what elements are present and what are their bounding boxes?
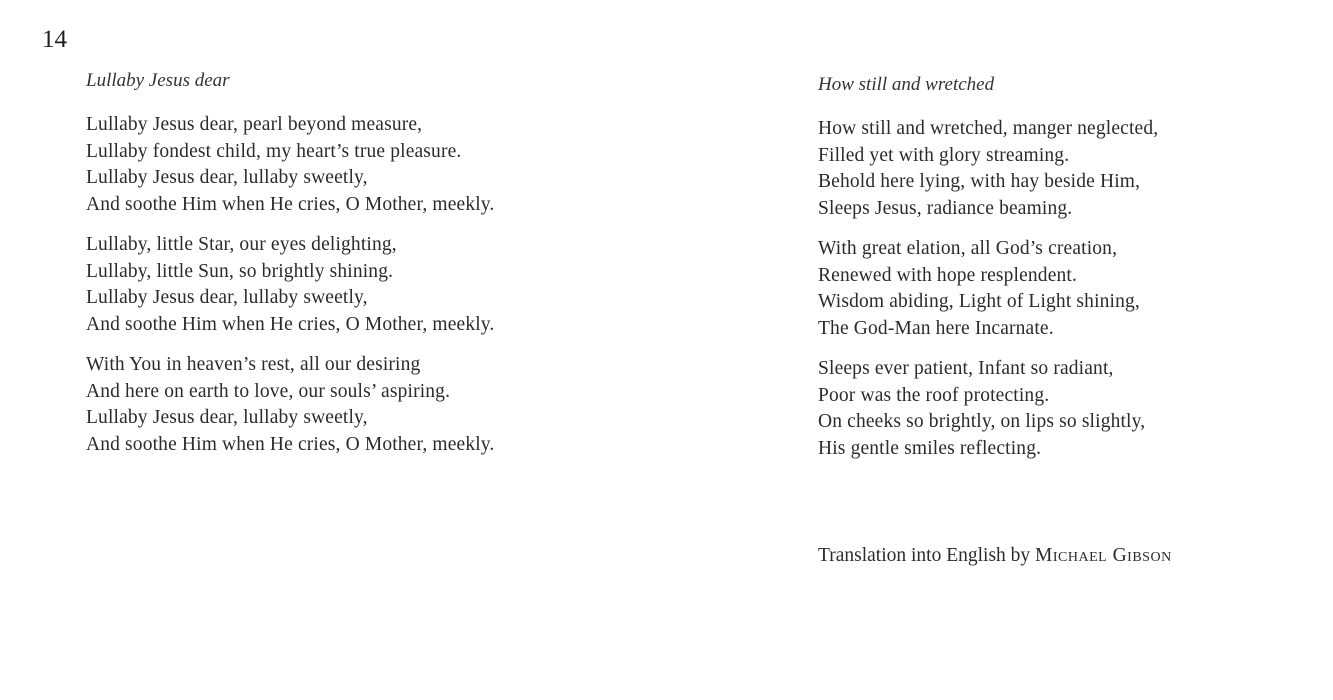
poem-line: And soothe Him when He cries, O Mother, meekly. [86,433,495,455]
stanza [86,232,646,338]
poem-line: Lullaby Jesus dear, lullaby sweetly, [86,407,368,428]
poem-line: Lullaby Jesus dear, lullaby sweetly, [86,167,368,188]
stanza [86,352,646,458]
stanza [818,236,1258,342]
poem-line: Poor was the roof protecting. [818,384,1050,406]
credit-prefix: Translation into English by [818,545,1036,566]
poem-line: And soothe Him when He cries, O Mother, meekly. [86,193,495,215]
poem-line: Lullaby, little Sun, so brightly shining. [86,260,394,282]
poem-line: On cheeks so brightly, on lips so slightly, [818,411,1146,432]
poem-line: Sleeps ever patient, Infant so radiant, [818,358,1114,379]
poem-line: His gentle smiles reflecting. [818,437,1042,459]
translation-credit [818,545,1172,567]
page-number: 14 [42,26,67,53]
poem-line: With You in heaven’s rest, all our desiring [86,354,421,375]
poem-line: Lullaby fondest child, my heart’s true pleasure. [86,140,462,162]
poem-title: How still and wretched [818,74,995,95]
poem-line: Sleeps Jesus, radiance beaming. [818,197,1073,219]
poem-line: Renewed with hope resplendent. [818,264,1078,286]
stanza [818,116,1258,222]
poem-line: With great elation, all God’s creation, [818,238,1118,259]
poem-line: And soothe Him when He cries, O Mother, meekly. [86,313,495,335]
stanza [86,112,646,218]
stanza [818,356,1258,462]
left-poem [86,70,646,472]
right-poem [818,74,1258,476]
poem-line: Lullaby Jesus dear, pearl beyond measure, [86,114,423,135]
poem-line: Filled yet with glory streaming. [818,144,1070,166]
poem-line: Behold here lying, with hay beside Him, [818,171,1141,192]
poem-line: How still and wretched, manger neglected, [818,118,1159,139]
poem-line: The God-Man here Incarnate. [818,317,1054,339]
poem-title: Lullaby Jesus dear [86,70,230,91]
poem-line: Wisdom abiding, Light of Light shining, [818,291,1140,312]
poem-line: And here on earth to love, our souls’ aspiring. [86,380,451,402]
translator-name: Michael Gibson [1035,545,1172,566]
poem-line: Lullaby, little Star, our eyes delighting, [86,234,397,255]
poem-line: Lullaby Jesus dear, lullaby sweetly, [86,287,368,308]
